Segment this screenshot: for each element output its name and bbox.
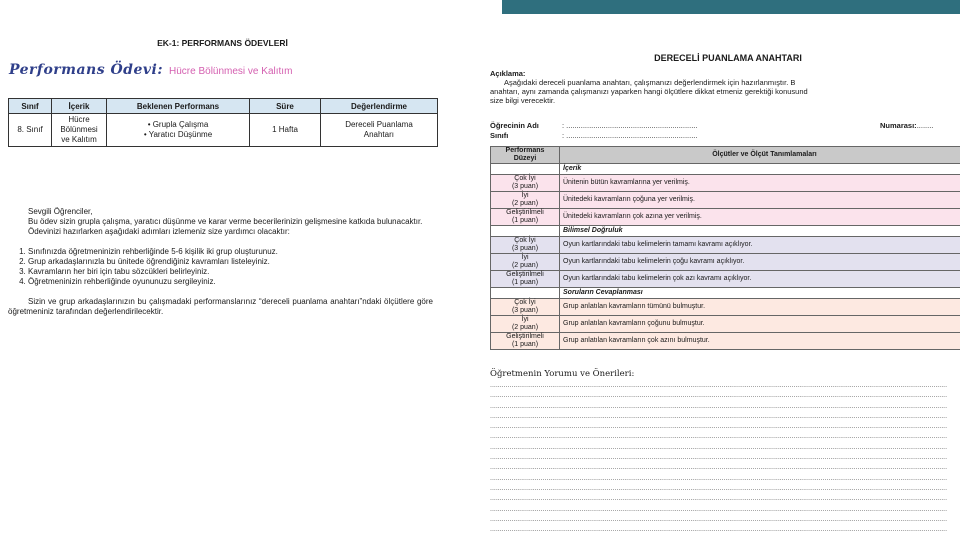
criteria-cell: Ünitedeki kavramların çoğuna yer verilmiş. xyxy=(560,192,960,209)
student-name-label: Öğrecinin Adı xyxy=(490,121,539,130)
rubric-row xyxy=(491,254,960,271)
level-name: Geliştirilmeli xyxy=(506,333,544,340)
rubric-page xyxy=(478,0,960,540)
cell-sinif: 8. Sınıf xyxy=(9,114,52,147)
category-sorular: Soruların Cevaplanması xyxy=(560,288,960,299)
cell-icerik-line: Bölünmesi xyxy=(60,125,98,134)
comment-line[interactable]: ........................................................................................................................................................................................................................................... xyxy=(490,423,948,431)
cell-sure: 1 Hafta xyxy=(250,114,321,147)
col-header-degerlendirme: Değerlendirme xyxy=(321,99,438,114)
cell-icerik-line: Hücre xyxy=(68,115,90,124)
comment-line[interactable]: ........................................................................................................................................................................................................................................... xyxy=(490,443,948,451)
level-cell xyxy=(491,237,560,254)
rubric-row xyxy=(491,271,960,288)
letter-paragraph-2: Ödevinizi hazırlarken aşağıdaki adımları izlemeniz size yardımcı olacaktır: xyxy=(28,227,290,236)
comment-line[interactable]: ........................................................................................................................................................................................................................................... xyxy=(490,495,948,503)
rubric-header-level xyxy=(491,147,560,164)
class-field[interactable]: : ............................................................... xyxy=(562,131,698,140)
level-cell xyxy=(491,254,560,271)
student-info xyxy=(490,121,960,141)
level-name: Geliştirilmeli xyxy=(506,209,544,216)
cell-performans-line: • Yaratıcı Düşünme xyxy=(143,130,213,139)
criteria-cell: Oyun kartlarındaki tabu kelimelerin tamamı kavramı açıklıyor. xyxy=(560,237,960,254)
cell-degerlendirme-line: Dereceli Puanlama xyxy=(345,120,413,129)
comment-line[interactable]: ........................................................................................................................................................................................................................................... xyxy=(490,454,948,462)
level-cell xyxy=(491,271,560,288)
level-cell xyxy=(491,192,560,209)
level-cell xyxy=(491,333,560,350)
criteria-cell: Grup anlatılan kavramların çok azını bulmuştur. xyxy=(560,333,960,350)
rubric-category-row xyxy=(491,164,960,175)
comment-line[interactable]: ........................................................................................................................................................................................................................................... xyxy=(490,464,948,472)
rubric-description xyxy=(490,69,960,105)
level-points: (1 puan) xyxy=(511,279,539,286)
step-item: 3. Kavramların her biri için tabu sözcükleri belirleyiniz. xyxy=(28,267,433,277)
number-field[interactable]: ........ xyxy=(916,121,934,130)
rubric-category-row xyxy=(491,288,960,299)
cell-degerlendirme xyxy=(321,114,438,147)
student-letter xyxy=(8,207,433,317)
rubric-row xyxy=(491,175,960,192)
description-line: size bilgi verecektir. xyxy=(490,96,556,105)
cell-performans xyxy=(107,114,250,147)
description-line: anahtarı, aynı zamanda çalışmanızı yaparken hangi ölçütlere dikkat etmeniz gerektiği konusund xyxy=(490,87,808,96)
rubric-category-row xyxy=(491,226,960,237)
comment-line[interactable]: ........................................................................................................................................................................................................................................... xyxy=(490,484,948,492)
comment-line[interactable]: ........................................................................................................................................................................................................................................... xyxy=(490,392,948,400)
appendix-title: EK-1: PERFORMANS ÖDEVLERİ xyxy=(157,38,288,48)
level-points: (1 puan) xyxy=(511,341,539,348)
number-info xyxy=(880,121,933,131)
assignment-heading-label: Performans Ödevi: xyxy=(9,62,164,78)
level-points: (3 puan) xyxy=(511,307,539,314)
level-cell xyxy=(491,316,560,333)
level-name: Çok İyi xyxy=(514,299,536,306)
performance-assignment-page xyxy=(0,0,445,540)
level-cell xyxy=(491,299,560,316)
assignment-table-header xyxy=(9,99,438,114)
rubric-row xyxy=(491,192,960,209)
number-label: Numarası: xyxy=(880,121,917,130)
rubric-header-level-line: Performans xyxy=(505,147,545,154)
teacher-comment-lines[interactable] xyxy=(490,381,960,535)
comment-line[interactable]: ........................................................................................................................................................................................................................................... xyxy=(490,433,948,441)
comment-line[interactable]: ........................................................................................................................................................................................................................................... xyxy=(490,515,948,523)
letter-paragraph-3: Sizin ve grup arkadaşlarınızın bu çalışmadaki performanslarınız “dereceli puanlama anahtarı”ndaki ölçütlere göre öğretmeniniz tarafından değerlendirilecektir. xyxy=(8,297,433,316)
level-points: (3 puan) xyxy=(511,245,539,252)
step-item: 1. Sınıfınızda öğretmeninizin rehberliğinde 5-6 kişilik iki grup oluşturunuz. xyxy=(28,247,433,257)
rubric-header-criteria: Ölçütler ve Ölçüt Tanımlamaları xyxy=(560,147,960,164)
rubric-row xyxy=(491,299,960,316)
level-name: Çok İyi xyxy=(514,175,536,182)
col-header-sinif: Sınıf xyxy=(9,99,52,114)
cell-icerik-line: ve Kalıtım xyxy=(61,135,97,144)
comment-line[interactable]: ........................................................................................................................................................................................................................................... xyxy=(490,474,948,482)
col-header-sure: Süre xyxy=(250,99,321,114)
class-label: Sınıfı xyxy=(490,131,509,140)
rubric-table xyxy=(490,146,960,350)
letter-greeting: Sevgili Öğrenciler, xyxy=(28,207,93,216)
steps-list xyxy=(8,247,433,287)
criteria-cell: Grup anlatılan kavramların tümünü bulmuştur. xyxy=(560,299,960,316)
level-name: İyi xyxy=(521,316,529,323)
step-item: 4. Öğretmeninizin rehberliğinde oyununuzu sergileyiniz. xyxy=(28,277,433,287)
comment-line[interactable]: ........................................................................................................................................................................................................................................... xyxy=(490,412,948,420)
level-points: (2 puan) xyxy=(511,324,539,331)
criteria-cell: Grup anlatılan kavramların çoğunu bulmuştur. xyxy=(560,316,960,333)
comment-line[interactable]: ........................................................................................................................................................................................................................................... xyxy=(490,402,948,410)
level-name: İyi xyxy=(521,254,529,261)
letter-paragraph-1: Bu ödev sizin grupla çalışma, yaratıcı düşünme ve karar verme becerilerinizin gelişmesine katkıda bulunacaktır. xyxy=(28,217,423,226)
teacher-comment-label: Öğretmenin Yorumu ve Önerileri: xyxy=(490,369,635,379)
level-cell xyxy=(491,175,560,192)
cell-icerik xyxy=(52,114,107,147)
assignment-table xyxy=(8,98,438,147)
criteria-cell: Ünitedeki kavramların çok azına yer verilmiş. xyxy=(560,209,960,226)
level-points: (2 puan) xyxy=(511,262,539,269)
level-name: İyi xyxy=(521,192,529,199)
cell-performans-line: • Grupla Çalışma xyxy=(147,120,209,129)
rubric-row xyxy=(491,237,960,254)
level-points: (1 puan) xyxy=(511,217,539,224)
level-name: Çok İyi xyxy=(514,237,536,244)
rubric-header-row xyxy=(491,147,960,164)
student-name-field[interactable]: : ............................................................... xyxy=(562,121,698,130)
level-name: Geliştirilmeli xyxy=(506,271,544,278)
level-points: (3 puan) xyxy=(511,183,539,190)
category-bilimsel: Bilimsel Doğruluk xyxy=(560,226,960,237)
comment-line[interactable]: ........................................................................................................................................................................................................................................... xyxy=(490,505,948,513)
rubric-row xyxy=(491,333,960,350)
criteria-cell: Ünitenin bütün kavramlarına yer verilmiş. xyxy=(560,175,960,192)
rubric-row xyxy=(491,316,960,333)
level-cell xyxy=(491,209,560,226)
comment-line[interactable]: ........................................................................................................................................................................................................................................... xyxy=(490,382,948,389)
level-points: (2 puan) xyxy=(511,200,539,207)
criteria-cell: Oyun kartlarındaki tabu kelimelerin çok azı kavramı açıklıyor. xyxy=(560,271,960,288)
rubric-header-level-line: Düzeyi xyxy=(513,155,537,162)
assignment-topic: Hücre Bölünmesi ve Kalıtım xyxy=(169,66,293,77)
comment-line[interactable]: ........................................................................................................................................................................................................................................... xyxy=(490,526,948,534)
category-icerik: İçerik xyxy=(560,164,960,175)
assignment-heading xyxy=(9,62,292,78)
rubric-row xyxy=(491,209,960,226)
criteria-cell: Oyun kartlarındaki tabu kelimelerin çoğu kavramı açıklıyor. xyxy=(560,254,960,271)
col-header-beklenen: Beklenen Performans xyxy=(107,99,250,114)
rubric-title: DERECELİ PUANLAMA ANAHTARI xyxy=(654,53,802,63)
description-line: Aşağıdaki dereceli puanlama anahtarı, çalışmanızı değerlendirmek için hazırlanmıştır. B xyxy=(504,78,796,87)
cell-degerlendirme-line: Anahtarı xyxy=(363,130,394,139)
col-header-icerik: İçerik xyxy=(52,99,107,114)
description-label: Açıklama: xyxy=(490,69,526,78)
step-item: 2. Grup arkadaşlarınızla bu ünitede öğrendiğiniz kavramları listeleyiniz. xyxy=(28,257,433,267)
assignment-table-row xyxy=(9,114,438,147)
